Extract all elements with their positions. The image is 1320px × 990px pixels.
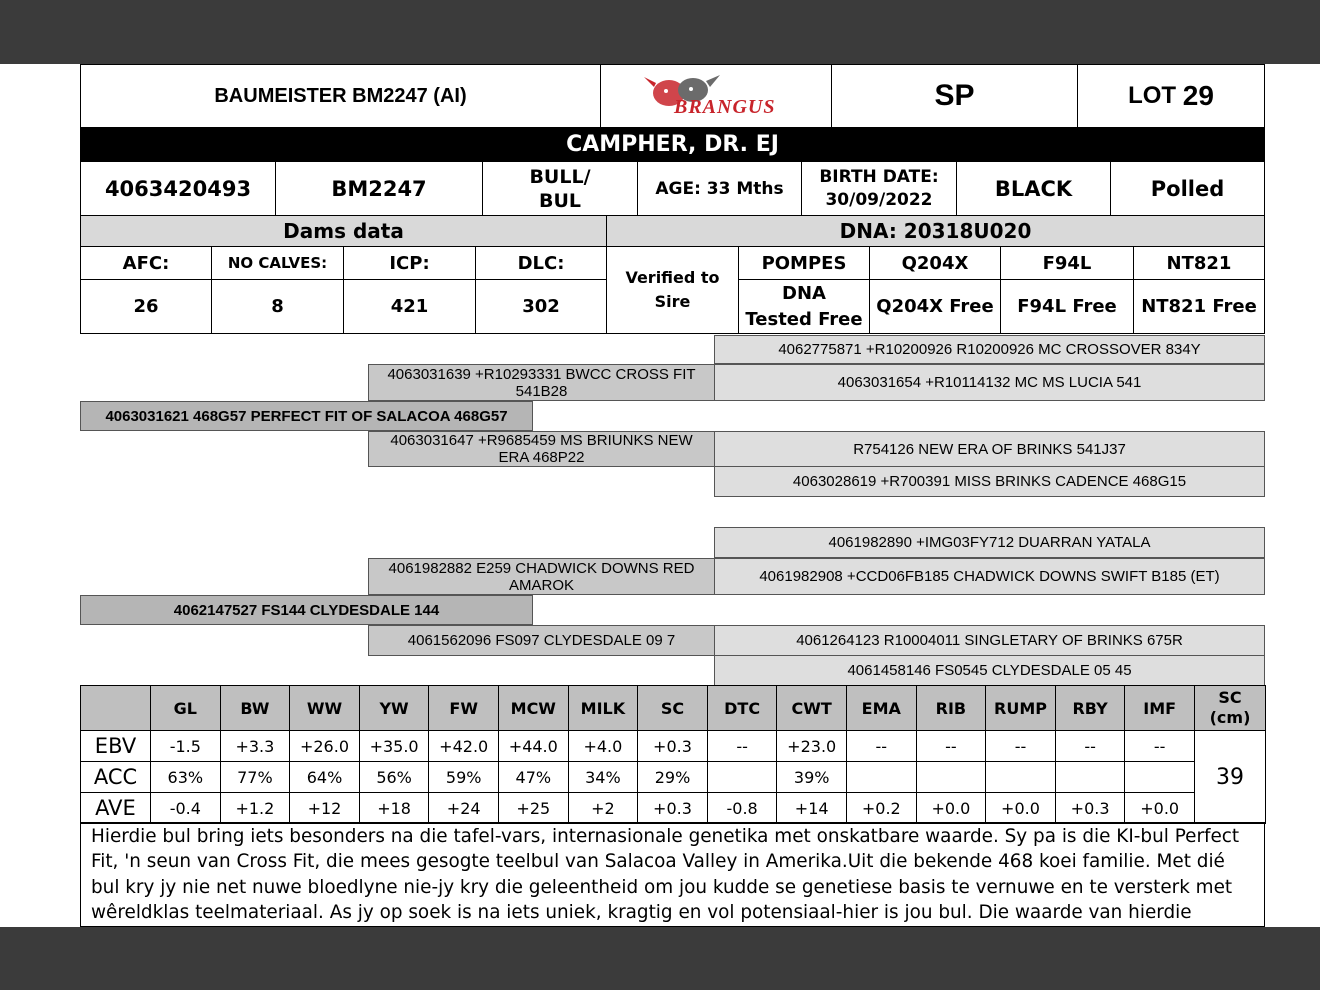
ebv-cell-ebv-cwt: +23.0 bbox=[776, 730, 847, 762]
ebv-cell-ebv-ww: +26.0 bbox=[289, 730, 360, 762]
registration-number: 4063420493 bbox=[80, 161, 276, 216]
pedigree-dam-dam-sire: 4061264123 R10004011 SINGLETARY OF BRINKS 675R bbox=[714, 625, 1265, 656]
animal-name: BAUMEISTER BM2247 (AI) bbox=[80, 64, 601, 128]
pedigree-sire-dam: 4063031647 +R9685459 MS BRIUNKS NEW ERA 468P22 bbox=[368, 431, 715, 467]
ebv-cell-acc-mcw: 47% bbox=[498, 761, 569, 793]
ebv-cell-ebv-imf: -- bbox=[1124, 730, 1195, 762]
dams-header-dlc: DLC: bbox=[475, 246, 607, 280]
ebv-header-milk: MILK bbox=[568, 685, 639, 731]
birth-date-label: BIRTH DATE: bbox=[819, 166, 939, 187]
dna-header-nt821: NT821 bbox=[1133, 246, 1265, 280]
horn-status-cell: Polled bbox=[1110, 161, 1265, 216]
dna-value-pompes bbox=[738, 279, 870, 334]
dams-header-afc: AFC: bbox=[80, 246, 212, 280]
code-cell: SP bbox=[831, 64, 1078, 128]
pompes-line-1: DNA bbox=[782, 282, 826, 304]
sex-line-1: BULL/ bbox=[529, 165, 591, 188]
sc-header-line-2: (cm) bbox=[1209, 708, 1251, 727]
ebv-cell-acc-ema bbox=[846, 761, 917, 793]
ebv-cell-ebv-sc: +0.3 bbox=[637, 730, 708, 762]
birth-date-value: 30/09/2022 bbox=[825, 189, 933, 210]
ebv-cell-ave-gl: -0.4 bbox=[150, 792, 221, 824]
verified-line-2: Sire bbox=[654, 292, 691, 311]
ebv-cell-ebv-yw: +35.0 bbox=[359, 730, 430, 762]
ebv-cell-ebv-dtc: -- bbox=[707, 730, 778, 762]
ebv-header-yw: YW bbox=[359, 685, 430, 731]
ebv-cell-acc-bw: 77% bbox=[220, 761, 291, 793]
ebv-header-sc: SC bbox=[637, 685, 708, 731]
ebv-cell-acc-ww: 64% bbox=[289, 761, 360, 793]
pedigree-sire-sire: 4063031639 +R10293331 BWCC CROSS FIT 541B28 bbox=[368, 364, 715, 401]
pedigree-sire-sire-dam: 4063031654 +R10114132 MC MS LUCIA 541 bbox=[714, 364, 1265, 401]
ebv-header-rump: RUMP bbox=[985, 685, 1056, 731]
pedigree-sire-dam-dam: 4063028619 +R700391 MISS BRINKS CADENCE 468G15 bbox=[714, 466, 1265, 497]
ebv-cell-ave-bw: +1.2 bbox=[220, 792, 291, 824]
ebv-row-label-acc: ACC bbox=[80, 761, 151, 793]
ebv-cell-acc-rib bbox=[916, 761, 987, 793]
lot-number: 29 bbox=[1182, 80, 1214, 111]
ebv-header-gl: GL bbox=[150, 685, 221, 731]
ebv-cell-acc-gl: 63% bbox=[150, 761, 221, 793]
ebv-cell-ave-rby: +0.3 bbox=[1055, 792, 1126, 824]
age-cell: AGE: 33 Mths bbox=[637, 161, 802, 216]
ebv-cell-acc-rump bbox=[985, 761, 1056, 793]
verified-line-1: Verified to bbox=[625, 268, 720, 287]
dna-header-q204x: Q204X bbox=[869, 246, 1001, 280]
brangus-logo-text: BRANGUS bbox=[674, 96, 776, 118]
ebv-header-fw: FW bbox=[428, 685, 499, 731]
ebv-cell-ebv-rib: -- bbox=[916, 730, 987, 762]
dna-value-f94l: F94L Free bbox=[1000, 279, 1134, 334]
ebv-header-ema: EMA bbox=[846, 685, 917, 731]
ebv-cell-ave-rump: +0.0 bbox=[985, 792, 1056, 824]
ebv-cell-ave-ww: +12 bbox=[289, 792, 360, 824]
ebv-cell-acc-cwt: 39% bbox=[776, 761, 847, 793]
dams-data-title: Dams data bbox=[80, 215, 607, 247]
pedigree-sire-sire-sire: 4062775871 +R10200926 R10200926 MC CROSSOVER 834Y bbox=[714, 335, 1265, 364]
ebv-row-label-ebv: EBV bbox=[80, 730, 151, 762]
dna-header-pompes: POMPES bbox=[738, 246, 870, 280]
dams-value-no-calves: 8 bbox=[211, 279, 344, 334]
ebv-cell-acc-sc: 29% bbox=[637, 761, 708, 793]
pedigree-dam-sire: 4061982882 E259 CHADWICK DOWNS RED AMAROK bbox=[368, 558, 715, 595]
sc-header-line-1: SC bbox=[1218, 688, 1242, 707]
ebv-header-rib: RIB bbox=[916, 685, 987, 731]
lot-prefix: LOT bbox=[1128, 82, 1183, 109]
ebv-header-ww: WW bbox=[289, 685, 360, 731]
ebv-header-corner bbox=[80, 685, 151, 731]
bottom-dark-band bbox=[0, 927, 1320, 990]
birth-date-cell bbox=[801, 161, 957, 216]
ebv-cell-ave-milk: +2 bbox=[568, 792, 639, 824]
ebv-row-label-ave: AVE bbox=[80, 792, 151, 824]
ebv-cell-ebv-rby: -- bbox=[1055, 730, 1126, 762]
animal-id: BM2247 bbox=[275, 161, 483, 216]
breeder-bar: CAMPHER, DR. EJ bbox=[80, 127, 1265, 162]
dams-value-icp: 421 bbox=[343, 279, 476, 334]
pedigree-dam-sire-dam: 4061982908 +CCD06FB185 CHADWICK DOWNS SWIFT B185 (ET) bbox=[714, 558, 1265, 595]
ebv-cell-ebv-mcw: +44.0 bbox=[498, 730, 569, 762]
ebv-header-mcw: MCW bbox=[498, 685, 569, 731]
pedigree-dam: 4062147527 FS144 CLYDESDALE 144 bbox=[80, 595, 533, 625]
brangus-logo-cell bbox=[600, 64, 832, 128]
dams-value-dlc: 302 bbox=[475, 279, 607, 334]
ebv-cell-ave-mcw: +25 bbox=[498, 792, 569, 824]
pedigree-sire: 4063031621 468G57 PERFECT FIT OF SALACOA 468G57 bbox=[80, 401, 533, 431]
ebv-cell-ave-rib: +0.0 bbox=[916, 792, 987, 824]
ebv-header-dtc: DTC bbox=[707, 685, 778, 731]
description-text: Hierdie bul bring iets besonders na die tafel-vars, internasionale genetika met onskatbare waarde. Sy pa is die KI-bul Perfect Fit, 'n seun van Cross Fit, die mees gesogte teelbul van Salacoa Valley in Amerika.Uit die bekende 468 koei familie. Met dié bul kry jy nie net nuwe bloedlyne nie-jy kry die geleentheid om jou kudde se genetiese basis te vernuwe en te versterk met wêreldklas teelmateriaal. As jy op soek is na iets uniek, kragtig en vol potensiaal-hier is jou bul. Die waarde van hierdie bbox=[80, 822, 1265, 927]
ebv-cell-acc-rby bbox=[1055, 761, 1126, 793]
ebv-cell-ave-fw: +24 bbox=[428, 792, 499, 824]
pedigree-dam-sire-sire: 4061982890 +IMG03FY712 DUARRAN YATALA bbox=[714, 527, 1265, 558]
ebv-header-imf: IMF bbox=[1124, 685, 1195, 731]
ebv-cell-ave-cwt: +14 bbox=[776, 792, 847, 824]
ebv-cell-acc-fw: 59% bbox=[428, 761, 499, 793]
colour-cell: BLACK bbox=[956, 161, 1111, 216]
dams-header-icp: ICP: bbox=[343, 246, 476, 280]
verified-to-sire bbox=[606, 246, 739, 334]
ebv-cell-ave-ema: +0.2 bbox=[846, 792, 917, 824]
pompes-line-2: Tested Free bbox=[745, 308, 863, 330]
ebv-cell-ave-imf: +0.0 bbox=[1124, 792, 1195, 824]
ebv-cell-acc-dtc bbox=[707, 761, 778, 793]
ebv-cell-acc-imf bbox=[1124, 761, 1195, 793]
ebv-header-bw: BW bbox=[220, 685, 291, 731]
dna-title: DNA: 20318U020 bbox=[606, 215, 1265, 247]
pedigree-sire-dam-sire: R754126 NEW ERA OF BRINKS 541J37 bbox=[714, 431, 1265, 467]
dna-value-q204x: Q204X Free bbox=[869, 279, 1001, 334]
ebv-header-cwt: CWT bbox=[776, 685, 847, 731]
pedigree-dam-dam: 4061562096 FS097 CLYDESDALE 09 7 bbox=[368, 625, 715, 656]
ebv-cell-acc-milk: 34% bbox=[568, 761, 639, 793]
dams-value-afc: 26 bbox=[80, 279, 212, 334]
ebv-cell-ebv-rump: -- bbox=[985, 730, 1056, 762]
ebv-cell-acc-yw: 56% bbox=[359, 761, 430, 793]
ebv-cell-ave-yw: +18 bbox=[359, 792, 430, 824]
dna-value-nt821: NT821 Free bbox=[1133, 279, 1265, 334]
sex-line-2: BUL bbox=[538, 189, 582, 212]
ebv-header-sc-cm bbox=[1194, 685, 1266, 731]
ebv-sc-value: 39 bbox=[1194, 730, 1266, 824]
ebv-cell-ebv-fw: +42.0 bbox=[428, 730, 499, 762]
ebv-cell-ave-sc: +0.3 bbox=[637, 792, 708, 824]
top-dark-band bbox=[0, 0, 1320, 64]
sex-cell bbox=[482, 161, 638, 216]
ebv-cell-ebv-milk: +4.0 bbox=[568, 730, 639, 762]
lot-sheet bbox=[0, 64, 1320, 927]
lot-cell bbox=[1077, 64, 1265, 128]
ebv-header-rby: RBY bbox=[1055, 685, 1126, 731]
ebv-cell-ebv-gl: -1.5 bbox=[150, 730, 221, 762]
brangus-logo bbox=[636, 71, 796, 121]
dna-header-f94l: F94L bbox=[1000, 246, 1134, 280]
ebv-cell-ebv-ema: -- bbox=[846, 730, 917, 762]
ebv-cell-ebv-bw: +3.3 bbox=[220, 730, 291, 762]
dams-header-no-calves: NO CALVES: bbox=[211, 246, 344, 280]
pedigree-dam-dam-dam: 4061458146 FS0545 CLYDESDALE 05 45 bbox=[714, 655, 1265, 686]
ebv-cell-ave-dtc: -0.8 bbox=[707, 792, 778, 824]
